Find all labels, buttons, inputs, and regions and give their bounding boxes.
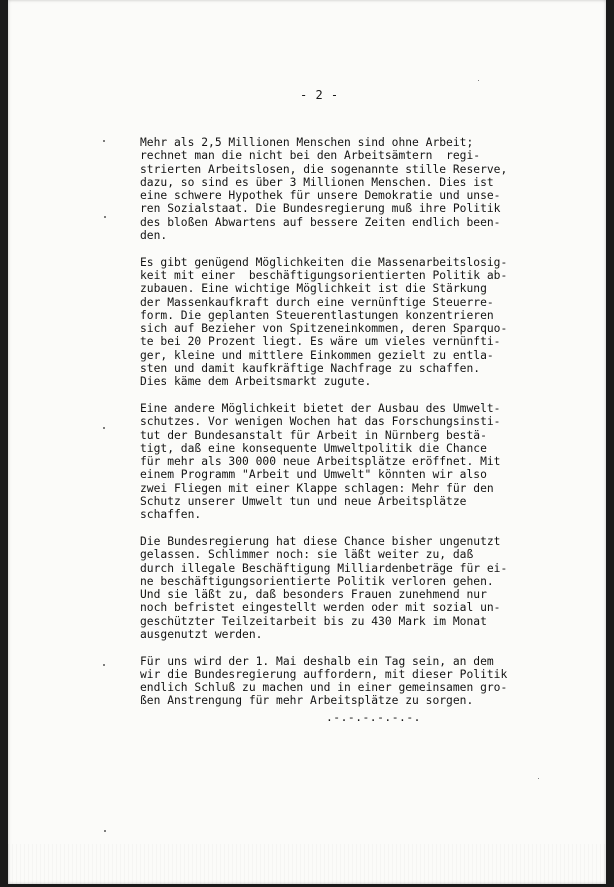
text-line: tigt, daß eine konsequente Umweltpolitik die Chance xyxy=(140,441,487,455)
text-line: endlich Schluß zu machen und in einer gemeinsamen gro- xyxy=(140,681,508,695)
text-line: wir die Bundesregierung auffordern, mit dieser Politik xyxy=(140,667,508,681)
scan-speck xyxy=(104,830,106,832)
page-number: - 2 - xyxy=(300,88,339,102)
text-line: sich auf Bezieher von Spitzeneinkommen, deren Sparquo- xyxy=(140,322,508,336)
text-line: geschützter Teilzeitarbeit bis zu 430 Mark im Monat xyxy=(140,614,487,628)
text-line: Schutz unserer Umwelt tun und neue Arbeitsplätze xyxy=(140,495,467,509)
text-line: schutzes. Vor wenigen Wochen hat das Forschungsinsti- xyxy=(140,415,501,429)
scan-speck xyxy=(103,427,105,429)
text-line: Mehr als 2,5 Millionen Menschen sind ohne Arbeit; xyxy=(140,136,474,149)
text-line: ger, kleine und mittlere Einkommen gezielt zu entla- xyxy=(140,348,494,362)
body-text xyxy=(140,136,592,721)
text-line: zwei Fliegen mit einer Klappe schlagen: Mehr für den xyxy=(140,481,494,495)
paragraph xyxy=(140,655,592,708)
text-line: Und sie läßt zu, daß besonders Frauen zunehmend nur xyxy=(140,588,487,602)
text-line: Dies käme dem Arbeitsmarkt zugute. xyxy=(140,375,372,389)
text-line: Für uns wird der 1. Mai deshalb ein Tag sein, an dem xyxy=(140,654,494,668)
text-line: Die Bundesregierung hat diese Chance bisher ungenutzt xyxy=(140,534,501,548)
text-line: ausgenutzt werden. xyxy=(140,627,263,641)
scan-speck xyxy=(103,664,105,666)
text-line: keit mit einer beschäftigungsorientierten Politik ab- xyxy=(140,268,508,282)
text-line: noch befristet eingestellt werden oder mit sozial un- xyxy=(140,601,501,615)
scan-speck xyxy=(478,80,479,81)
document-page xyxy=(8,0,606,884)
text-line: strierten Arbeitslosen, die sogenannte stille Reserve, xyxy=(140,162,508,176)
text-line: ßen Anstrengung für mehr Arbeitsplätze zu sorgen. xyxy=(140,694,474,708)
end-mark: .-.-.-.-.-.-. xyxy=(326,711,421,724)
text-line: den. xyxy=(140,229,168,243)
paragraph xyxy=(140,402,592,522)
text-line: Eine andere Möglichkeit bietet der Ausbau des Umwelt- xyxy=(140,401,501,415)
text-line: zubauen. Eine wichtige Möglichkeit ist die Stärkung xyxy=(140,282,487,296)
scan-speck xyxy=(103,140,105,142)
paragraph xyxy=(140,535,592,641)
text-line: ren Sozialstaat. Die Bundesregierung muß ihre Politik xyxy=(140,202,501,216)
text-line: durch illegale Beschäftigung Milliardenbeträge für ei- xyxy=(140,561,508,575)
text-line: für mehr als 300 000 neue Arbeitsplätze eröffnet. Mit xyxy=(140,455,501,469)
text-line: ne beschäftigungsorientierte Politik verloren gehen. xyxy=(140,574,494,588)
paragraph xyxy=(140,256,592,389)
scan-speck xyxy=(104,216,106,218)
text-line: des bloßen Abwartens auf bessere Zeiten endlich been- xyxy=(140,215,501,229)
text-line: form. Die geplanten Steuerentlastungen konzentrieren xyxy=(140,308,494,322)
text-line: sten und damit kaufkräftige Nachfrage zu schaffen. xyxy=(140,362,481,376)
text-line: der Massenkaufkraft durch eine vernünftige Steuerre- xyxy=(140,295,494,309)
text-line: schaffen. xyxy=(140,508,202,522)
text-line: dazu, so sind es über 3 Millionen Menschen. Dies ist xyxy=(140,175,494,189)
text-line: eine schwere Hypothek für unsere Demokratie und unse- xyxy=(140,189,501,203)
scan-noise-strip xyxy=(8,844,606,884)
text-line: Es gibt genügend Möglichkeiten die Massenarbeitslosig- xyxy=(140,255,508,269)
paragraph xyxy=(140,136,592,242)
text-line: einem Programm "Arbeit und Umwelt" könnten wir also xyxy=(140,468,487,482)
text-line: gelassen. Schlimmer noch: sie läßt weiter zu, daß xyxy=(140,548,474,562)
text-line: te bei 20 Prozent liegt. Es wäre um vieles vernünfti- xyxy=(140,335,501,349)
text-line: rechnet man die nicht bei den Arbeitsämtern regi- xyxy=(140,149,481,163)
scan-speck xyxy=(538,778,539,779)
text-line: tut der Bundesanstalt für Arbeit in Nürnberg bestä- xyxy=(140,428,487,442)
